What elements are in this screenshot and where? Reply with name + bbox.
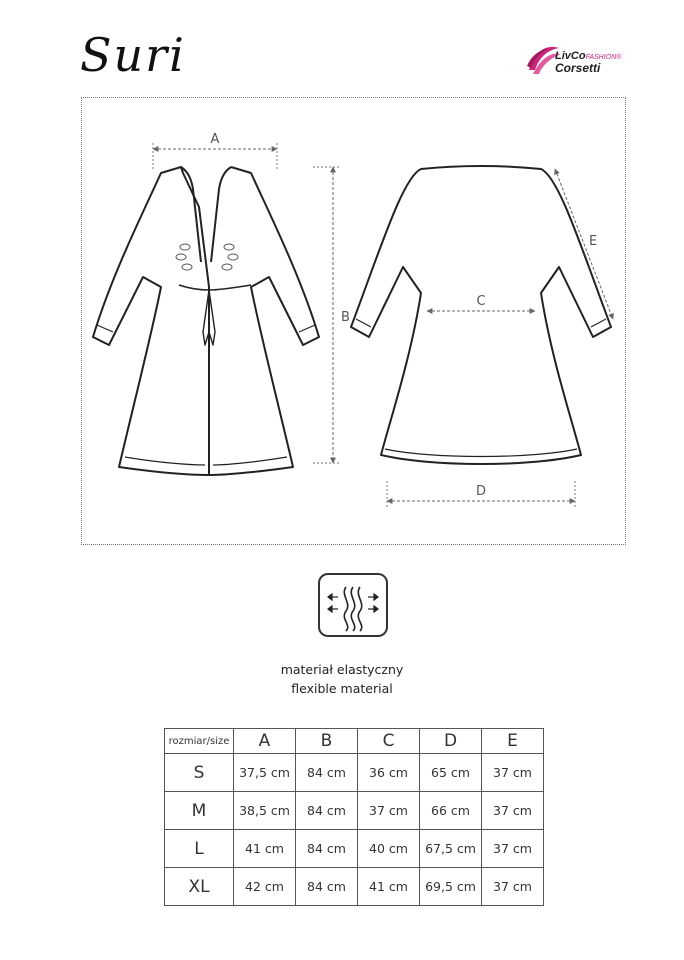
table-cell: 84 cm <box>296 868 358 906</box>
dimension-d-label: D <box>475 484 487 499</box>
size-cell: XL <box>165 868 234 906</box>
table-cell: 66 cm <box>420 792 482 830</box>
table-cell: 37 cm <box>482 868 544 906</box>
column-header-e: E <box>482 729 544 754</box>
table-cell: 37,5 cm <box>234 754 296 792</box>
material-label-en: flexible material <box>291 681 393 696</box>
size-cell: L <box>165 830 234 868</box>
table-cell: 69,5 cm <box>420 868 482 906</box>
elastic-material-icon <box>318 573 388 637</box>
table-cell: 42 cm <box>234 868 296 906</box>
size-table-corner: rozmiar/size <box>165 729 234 754</box>
robe-back-drawing <box>351 166 611 464</box>
table-cell: 84 cm <box>296 792 358 830</box>
size-cell: M <box>165 792 234 830</box>
table-cell: 84 cm <box>296 830 358 868</box>
logo-text-corsetti: Corsetti <box>555 61 601 75</box>
logo-text-livco: LivCoFASHION® <box>555 50 622 62</box>
dimension-e-line <box>555 169 613 319</box>
garment-diagram <box>81 97 626 545</box>
column-header-b: B <box>296 729 358 754</box>
table-cell: 65 cm <box>420 754 482 792</box>
size-table-header <box>165 729 544 754</box>
brand-logo <box>525 40 645 80</box>
table-cell: 40 cm <box>358 830 420 868</box>
column-header-d: D <box>420 729 482 754</box>
table-row <box>165 754 544 792</box>
table-cell: 38,5 cm <box>234 792 296 830</box>
robe-front-drawing <box>93 167 319 475</box>
table-cell: 37 cm <box>482 792 544 830</box>
size-cell: S <box>165 754 234 792</box>
material-label-pl: materiał elastyczny <box>280 662 404 677</box>
table-row <box>165 830 544 868</box>
table-cell: 37 cm <box>358 792 420 830</box>
product-title: Suri <box>80 28 186 82</box>
table-cell: 36 cm <box>358 754 420 792</box>
size-table <box>164 728 544 906</box>
dimension-c-label: C <box>476 294 486 309</box>
table-cell: 37 cm <box>482 754 544 792</box>
dimension-e-label: E <box>589 234 598 249</box>
table-row <box>165 868 544 906</box>
table-cell: 41 cm <box>358 868 420 906</box>
dimension-b-label: B <box>341 310 350 325</box>
table-row <box>165 792 544 830</box>
column-header-a: A <box>234 729 296 754</box>
table-cell: 84 cm <box>296 754 358 792</box>
column-header-c: C <box>358 729 420 754</box>
table-cell: 67,5 cm <box>420 830 482 868</box>
dimension-a-label: A <box>210 132 220 147</box>
table-cell: 37 cm <box>482 830 544 868</box>
material-description <box>0 660 684 698</box>
table-cell: 41 cm <box>234 830 296 868</box>
